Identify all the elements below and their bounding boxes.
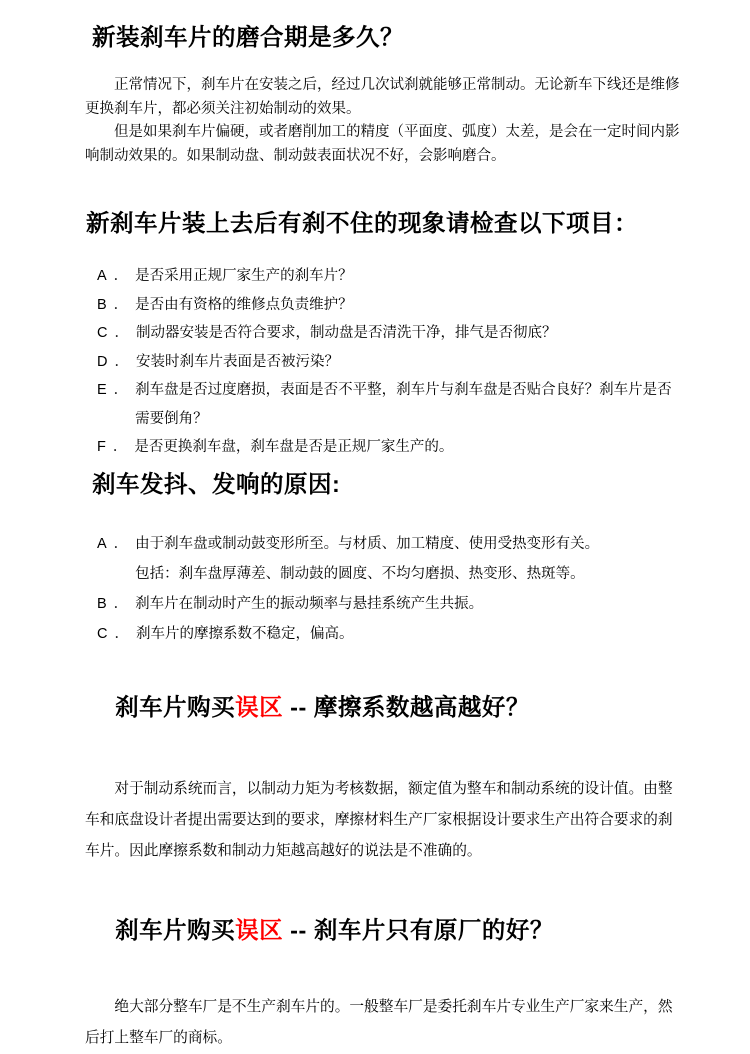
section-checklist-heading: 新刹车片装上去后有刹不住的现象请检查以下项目： — [86, 210, 638, 236]
break-in-paragraph-2: 但是如果刹车片偏硬，或者磨削加工的精度（平面度、弧度）太差，是会在一定时间内影响制动效果的。如果制动盘、制动鼓表面状况不好，会影响磨合。 — [85, 124, 680, 164]
list-item-text: 安装时刹车片表面是否被污染？ — [135, 353, 339, 370]
checklist-item-e — [85, 376, 685, 433]
list-item-line-1: 由于刹车盘或制动鼓变形所至。与材质、加工精度、使用受热变形有关。 — [135, 535, 600, 552]
section-myth-oem-heading — [87, 885, 685, 975]
heading-prefix: 刹车片购买 — [115, 916, 236, 943]
list-item-marker: F． — [97, 439, 135, 455]
causes-list — [85, 529, 685, 649]
list-item-text: 是否由有资格的维修点负责维护？ — [135, 296, 353, 313]
list-item-marker: C． — [97, 325, 136, 341]
causes-item-a — [85, 529, 685, 589]
myth-friction-paragraph: 对于制动系统而言，以制动力矩为考核数据，额定值为整车和制动系统的设计值。由整车和底盘设计者提出需要达到的要求，摩擦材料生产厂家根据设计要求生产出符合要求的刹车片。因此摩擦系数和制动力矩越高越好的说法是不准确的。 — [85, 780, 673, 859]
causes-item-c — [85, 619, 685, 649]
list-item-text — [135, 529, 685, 589]
list-item-text: 刹车片在制动时产生的振动频率与悬挂系统产生共振。 — [135, 595, 484, 612]
list-item-text: 是否更换刹车盘，刹车盘是否是正规厂家生产的。 — [134, 439, 454, 455]
checklist-item-c — [85, 319, 685, 348]
list-item-line-2: 包括：刹车盘厚薄差、制动鼓的圆度、不均匀磨损、热变形、热斑等。 — [135, 565, 585, 582]
list-item-marker: E． — [97, 382, 136, 398]
myth-oem-paragraph: 绝大部分整车厂是不生产刹车片的。一般整车厂是委托刹车片专业生产厂家来生产，然后打上整车厂的商标。 — [85, 998, 673, 1046]
causes-item-b — [85, 589, 685, 619]
section-break-in-heading: 新装刹车片的磨合期是多久？ — [92, 24, 404, 50]
list-item-text: 是否采用正规厂家生产的刹车片？ — [135, 268, 353, 284]
list-item-marker: A． — [97, 535, 136, 552]
list-item-text: 制动器安装是否符合要求，制动盘是否清洗干净，排气是否彻底？ — [135, 325, 557, 341]
list-item-marker: A． — [97, 268, 136, 284]
heading-suffix: -- 摩擦系数越高越好？ — [283, 693, 530, 720]
list-item-marker: B． — [97, 595, 136, 612]
list-item-text: 刹车盘是否过度磨损，表面是否不平整，刹车片与刹车盘是否贴合良好？刹车片是否需要倒角？ — [135, 382, 672, 427]
list-item-marker: D． — [97, 353, 136, 370]
section-myth-friction-heading — [87, 662, 685, 752]
checklist-item-b — [85, 291, 685, 320]
heading-highlight-red: 误区 — [235, 693, 284, 720]
checklist-item-a — [85, 262, 685, 291]
heading-suffix: -- 刹车片只有原厂的好？ — [283, 916, 554, 943]
list-item-text: 刹车片的摩擦系数不稳定，偏高。 — [135, 625, 354, 642]
checklist-item-d — [85, 348, 685, 377]
checklist-item-f — [85, 433, 685, 462]
heading-prefix: 刹车片购买 — [115, 693, 236, 720]
heading-highlight-red: 误区 — [235, 916, 284, 943]
break-in-paragraph-1: 正常情况下，刹车片在安装之后，经过几次试刹就能够正常制动。无论新车下线还是维修更换刹车片，都必须关注初始制动的效果。 — [85, 77, 680, 117]
list-item-marker: C． — [97, 625, 136, 642]
brake-pad-article — [0, 22, 750, 1054]
list-item-marker: B． — [97, 296, 136, 313]
section-causes-heading: 刹车发抖、发响的原因: — [92, 470, 341, 497]
checklist — [85, 262, 685, 462]
